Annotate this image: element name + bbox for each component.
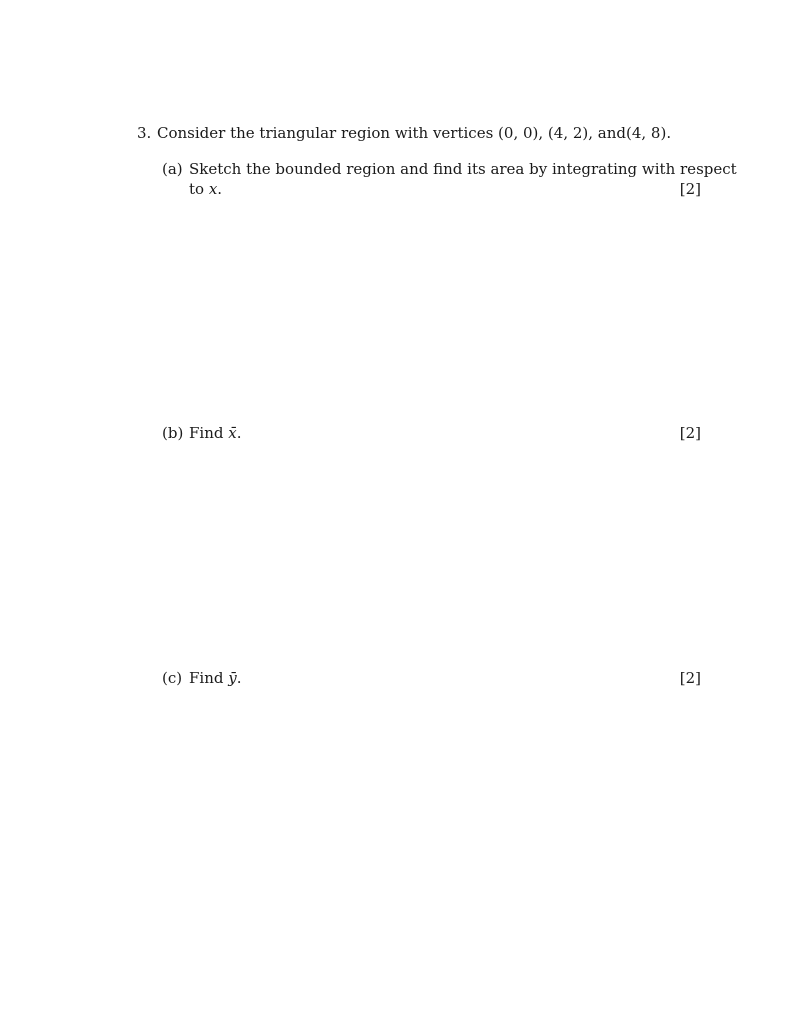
- vertex-3: (4, 8): [626, 124, 667, 142]
- part-b-variable: x̄: [228, 424, 237, 442]
- part-c-variable: ȳ: [228, 669, 237, 687]
- part-c-prefix: Find: [189, 669, 229, 687]
- vertex-separator-1: ,: [538, 124, 548, 142]
- part-a-line2-prefix: to: [189, 180, 209, 198]
- part-a-variable: x: [208, 180, 218, 198]
- vertex-2: (4, 2): [547, 124, 589, 142]
- part-a-text-line2: [189, 180, 222, 199]
- part-b-end: .: [236, 424, 242, 442]
- part-b-prefix: Find: [189, 424, 229, 442]
- part-c-label: (c): [162, 669, 183, 687]
- vertex-1: (0, 0): [498, 124, 539, 142]
- question-number: 3.: [137, 124, 152, 142]
- part-b-label: (b): [162, 424, 184, 442]
- part-a-label: (a): [162, 160, 183, 178]
- part-b-marks: [2]: [679, 424, 701, 442]
- part-c-end: .: [236, 669, 242, 687]
- part-c-marks: [2]: [679, 669, 701, 687]
- question-text: [157, 124, 671, 143]
- part-c-text: [189, 669, 242, 688]
- question-text-intro: Consider the triangular region with vertices: [157, 124, 499, 142]
- part-a-line2-end: .: [217, 180, 223, 198]
- vertex-separator-2: , and: [588, 124, 626, 142]
- part-a-marks: [2]: [679, 180, 701, 198]
- part-b-text: [189, 424, 242, 443]
- question-end: .: [666, 124, 672, 142]
- part-a-text-line1: Sketch the bounded region and find its area by integrating with respect: [189, 160, 737, 178]
